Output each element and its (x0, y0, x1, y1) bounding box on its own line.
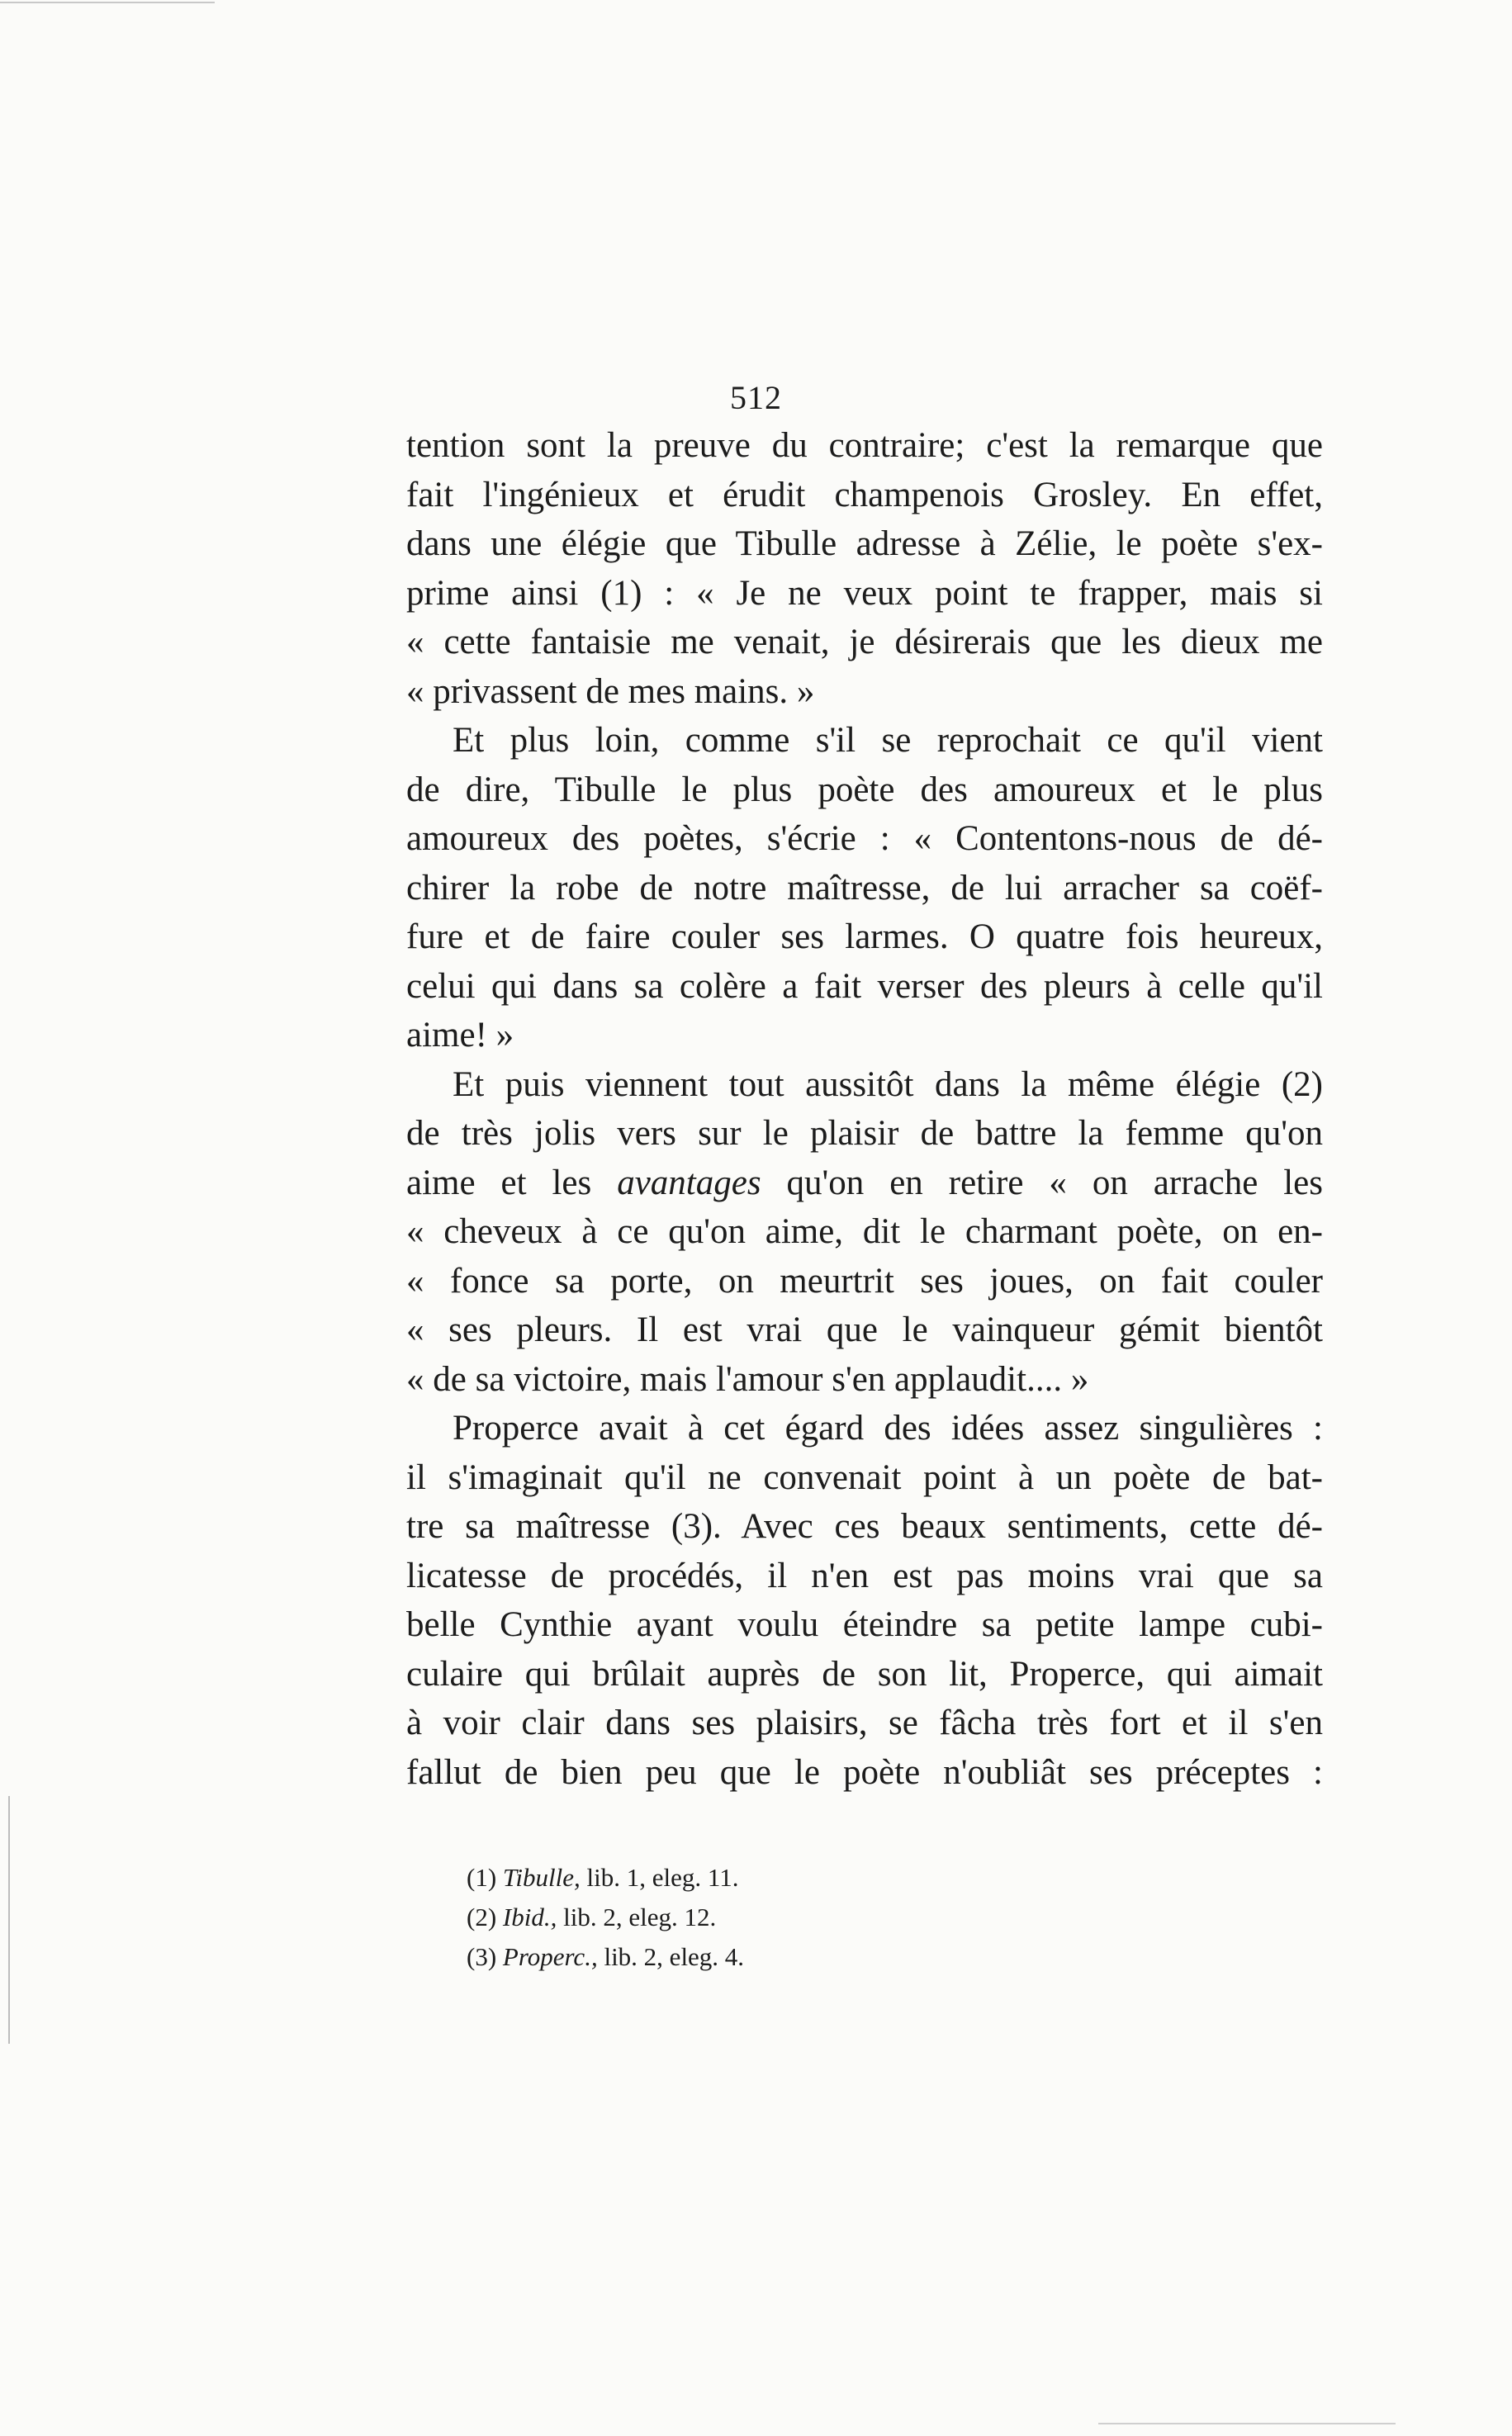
footnote-marker: (3) (467, 1942, 497, 1971)
text-line: chirer la robe de notre maîtresse, de lui arracher sa coëf- (406, 868, 1323, 908)
text-line: celui qui dans sa colère a fait verser des pleurs à celle qu'il (406, 966, 1323, 1006)
emphasized-word: avantages (617, 1163, 761, 1202)
text-line: belle Cynthie ayant voulu éteindre sa petite lampe cubi- (406, 1605, 1323, 1644)
text-line: tention sont la preuve du contraire; c'est la remarque que (406, 426, 1323, 465)
text-line: Properce avait à cet égard des idées assez singulières : (453, 1409, 1323, 1448)
footnote (467, 1858, 1045, 1898)
footnote-marker: (1) (467, 1863, 497, 1892)
text-line: fallut de bien peu que le poète n'oubliât ses préceptes : (406, 1752, 1323, 1792)
text-line: de très jolis vers sur le plaisir de battre la femme qu'on (406, 1114, 1323, 1153)
footnote-reference: lib. 2, eleg. 12. (563, 1903, 717, 1931)
footnote (467, 1937, 1045, 1977)
text-line: « fonce sa porte, on meurtrit ses joues, on fait couler (406, 1261, 1323, 1301)
text-line: il s'imaginait qu'il ne convenait point à un poète de bat- (406, 1457, 1323, 1497)
footnote-source: Tibulle, (502, 1863, 581, 1892)
text-line: de dire, Tibulle le plus poète des amoureux et le plus (406, 770, 1323, 809)
text-line: amoureux des poètes, s'écrie : « Contentons-nous de dé- (406, 819, 1323, 858)
footnotes (467, 1858, 1045, 1977)
page-number: 512 (730, 379, 782, 416)
text-line: « cheveux à ce qu'on aime, dit le charmant poète, on en- (406, 1212, 1323, 1251)
text-line: « privassent de mes mains. » (406, 671, 815, 711)
text-line: « ses pleurs. Il est vrai que le vainqueur gémit bientôt (406, 1310, 1323, 1349)
body-text (406, 421, 1323, 1797)
scan-edge-mark-bottom (1098, 2423, 1396, 2424)
text-line: prime ainsi (1) : « Je ne veux point te frapper, mais si (406, 573, 1323, 613)
text-line: tre sa maîtresse (3). Avec ces beaux sentiments, cette dé- (406, 1507, 1323, 1546)
text-line: fure et de faire couler ses larmes. O quatre fois heureux, (406, 917, 1323, 956)
footnote-source: Ibid., (502, 1903, 557, 1931)
text-line: Et puis viennent tout aussitôt dans la même élégie (2) (453, 1064, 1323, 1104)
footnote-source: Properc., (502, 1942, 598, 1971)
scan-edge-mark-left (8, 1796, 10, 2044)
text-line: licatesse de procédés, il n'en est pas moins vrai que sa (406, 1556, 1323, 1595)
text-line: « cette fantaisie me venait, je désirerais que les dieux me (406, 623, 1323, 661)
text-line: « de sa victoire, mais l'amour s'en applaudit.... » (406, 1359, 1089, 1399)
text-line: aime! » (406, 1016, 514, 1054)
text-line: fait l'ingénieux et érudit champenois Grosley. En effet, (406, 475, 1323, 514)
footnote-reference: lib. 2, eleg. 4. (604, 1942, 745, 1971)
text-line: Et plus loin, comme s'il se reprochait ce qu'il vient (453, 721, 1323, 760)
text-line: culaire qui brûlait auprès de son lit, Properce, qui aimait (406, 1654, 1323, 1694)
footnote (467, 1898, 1045, 1937)
footnote-marker: (2) (467, 1903, 497, 1931)
scan-edge-mark-top (0, 2, 215, 3)
text-line: dans une élégie que Tibulle adresse à Zélie, le poète s'ex- (406, 524, 1323, 563)
text-line: aime et les avantages qu'on en retire « on arrache les (406, 1163, 1323, 1202)
text-line: à voir clair dans ses plaisirs, se fâcha très fort et il s'en (406, 1704, 1323, 1742)
footnote-reference: lib. 1, eleg. 11. (586, 1863, 739, 1892)
